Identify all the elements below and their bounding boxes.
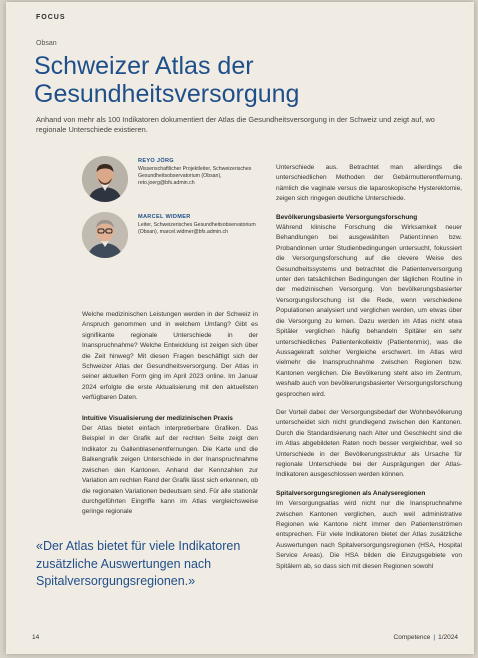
right-paragraph-1: Unterschiede aus. Betrachtet man allerdings die unterschiedlichen Methoden der Gebärmutterentfernung, nämlich die vaginale versus die laparoskopische Hysterektomie, zeigen sich ringegen deutliche Unterschiede. [276,164,462,203]
right-paragraph-4: Im Versorgungsatlas wird nicht nur die Inanspruchnahme zwischen Kantonen verglichen, auch weil administrative Regionen wie Kantone nicht immer den Patientenströmen entsprechen. Für viele Indikatoren bietet der Atlas zusätzliche Auswertungen nach Spitalversorgungsregionen (HSA, Hospital Service Areas). Die HSA bilden die Einzugsgebiete von Spitälern ab, so dass sich mit diesen Regionen sowohl [276,500,462,570]
author-name-2: MARCEL WIDMER [138,214,191,220]
page-number: 14 [32,634,40,641]
footer-separator: | [433,634,436,641]
kicker: Obsan [36,40,57,47]
author-photo-1 [82,156,128,202]
left-paragraph-1: Welche medizinischen Leistungen werden in der Schweiz in Anspruch genommen und in welchem Umfang? Gibt es signifikante regionale Unterschiede in der Inanspruchnahme? Welche Entwicklung ist zeigen sich über die Zeit hinweg? Mit diesen Fragen beschäftigt sich der Schweizer Atlas der Gesundheitsversorgung. Der Atlas in seiner aktuellen Form ging im April 2023 online. Im Januar 2024 erfolgte die erste Aktualisierung mit den aktuellsten verfügbaren Daten. [82,311,258,402]
section-tag: FOCUS [36,14,66,21]
right-column [276,163,462,580]
right-paragraph-2: Während klinische Forschung die Wirksamkeit neuer Behandlungen bei ausgewählten Patient:innen bzw. Probandinnen unter Studienbedingungen untersucht, fokussiert die Versorgungsforschung auf die clevere Weise des Gesundheitssystems und betrachtet die Patientenversorgung unter den tatsächlichen Bedingungen der täglichen Routine in der medizinischen Versorgung. Von bevölkerungsbasierter Versorgungsforschung ist die Rede, wenn verschiedene Populationen analysiert und verglichen werden, um etwas über die Versorgung zu lernen. Dazu werden im Atlas nicht etwa Spitäler verglichen häufig behandeln Spitäler ein sehr unterschiedliches Patientenkollektiv (Patientenmix), was die Aussagekraft solcher Vergleiche erschwert. Im Atlas wird vielmehr die Inanspruchnahme zwischen Regionen bzw. Kantonen verglichen. Die Bevölkerung steht also im Zentrum, weshalb auch von bevölkerungsbasierter Versorgungsforschung gesprochen wird. [276,224,462,398]
left-paragraph-2: Der Atlas bietet einfach interpretierbare Grafiken. Das Beispiel in der Grafik auf der rechten Seite zeigt den Indikator zu Gallenblasenentfernungen. Die Karte und die Balkengrafik zeigen Unterschiede in der Inanspruchnahme zwischen den Kantonen. Anhand der Kennzahlen zur Variation am rechten Rand der Grafik lässt sich erkennen, ob die regionalen Variationen bedeutsam sind. Für alle stationär durchgeführten Eingriffe kann im Atlas vergleichsweise geringe regionale [82,425,258,516]
right-subheading-2: Spitalversorgungsregionen als Analyseregionen [276,489,426,497]
pull-quote: «Der Atlas bietet für viele Indikatoren zusätzliche Auswertungen nach Spitalversorgungsregionen.» [36,539,241,588]
issue-number: 1/2024 [438,634,458,641]
author-photo-2 [82,212,128,258]
author-name-1: REYO JÖRG [138,158,174,164]
magazine-page [6,2,474,654]
right-subheading-1: Bevölkerungsbasierte Versorgungsforschung [276,213,418,221]
author-role-2: Leiter, Schweizerisches Gesundheitsobservatorium (Obsan), marcel.widmer@bfs.admin.ch [138,222,256,236]
right-paragraph-3: Der Vorteil dabei: der Versorgungsbedarf der Wohnbevölkerung unterscheidet sich nicht grundlegend zwischen den Kantonen. Durch die Standardisierung nach Alter und Geschlecht sind die im Atlas abgebildeten Raten noch besser vergleichbar, weil so Unterschiede in der Bevölkerungsstruktur als Ursache für regionale Unterschiede bei der Ausprägungen der Atlas-Indikatoren ausgeschlossen werden können. [276,408,462,479]
portrait-icon [82,156,128,202]
footer-magazine [394,634,458,641]
lead-text: Anhand von mehr als 100 Indikatoren dokumentiert der Atlas die Gesundheitsversorgung in der Schweiz und zeigt auf, wo regionale Unterschiede existieren. [36,115,435,134]
magazine-name: Competence [393,634,431,641]
portrait-icon [82,212,128,258]
left-subheading: Intuitive Visualisierung der medizinischen Praxis [82,414,233,422]
headline: Schweizer Atlas der Gesundheitsversorgung [34,52,300,108]
author-role-1: Wissenschaftlicher Projektleiter, Schweizerisches Gesundheitsobservatorium (Obsan), reto.joerg@bfs.admin.ch [138,166,252,187]
left-column [82,310,258,528]
